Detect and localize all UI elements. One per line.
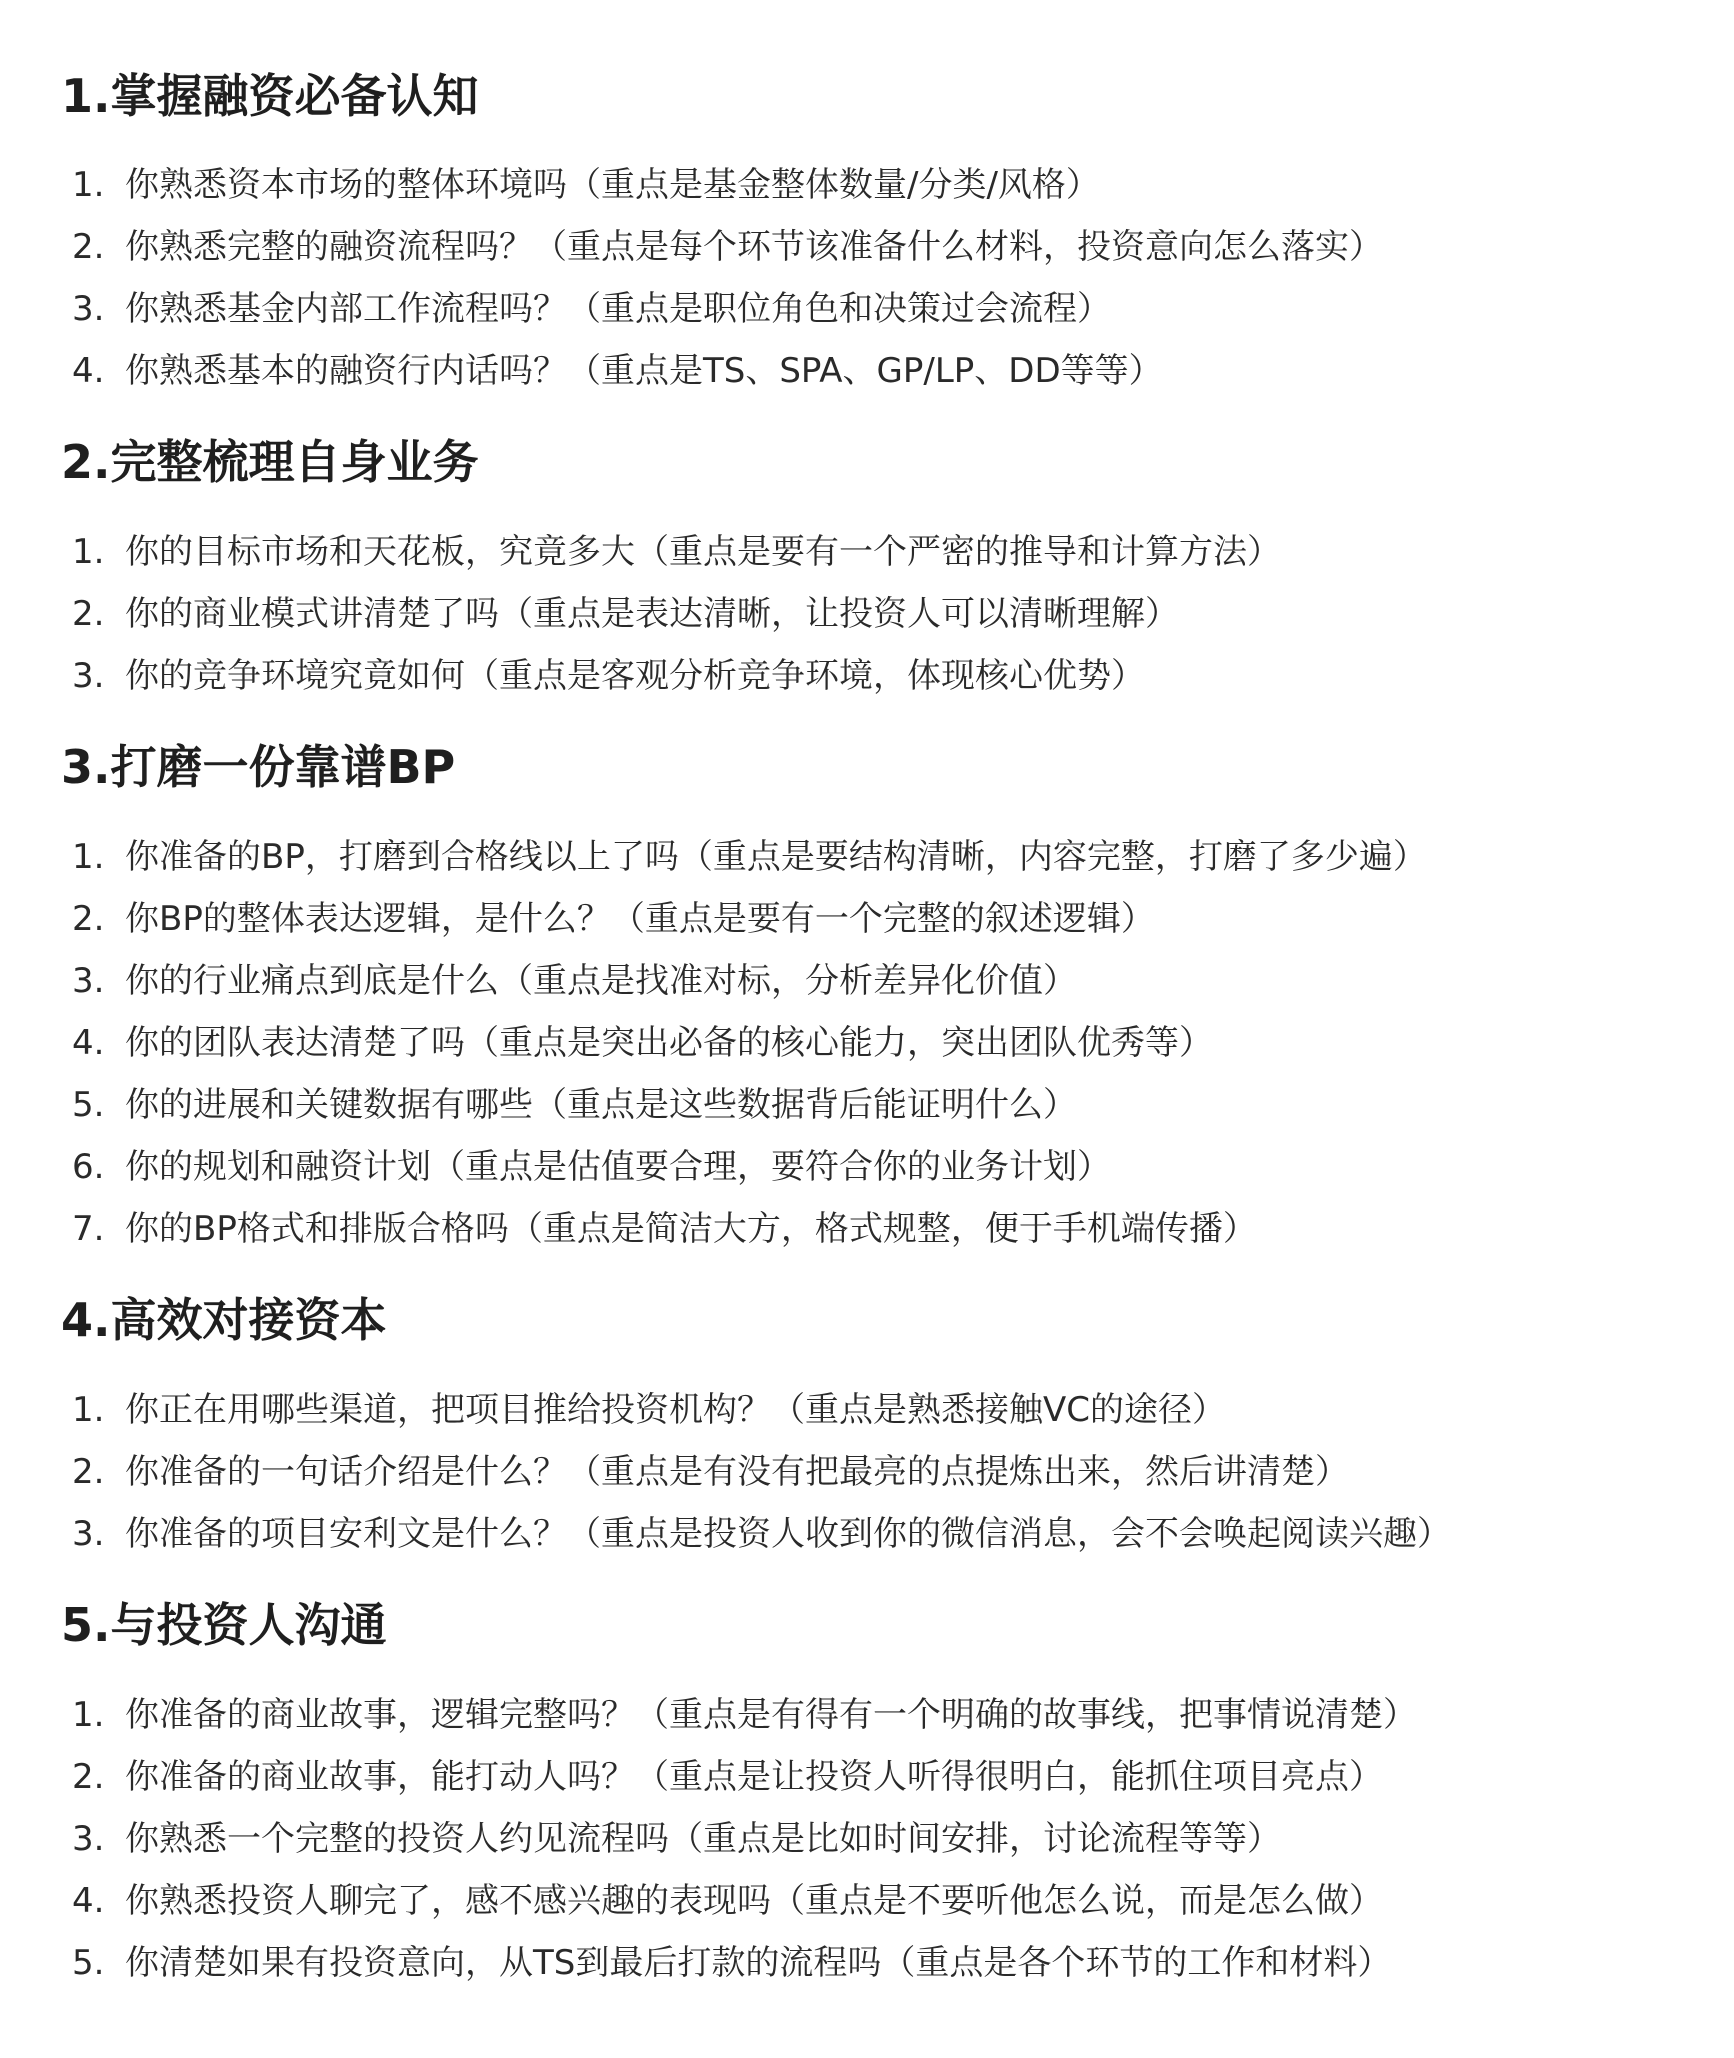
list-item-number: 7.	[72, 1209, 105, 1249]
list-item-number: 4.	[72, 1023, 105, 1063]
list-item-text: 你的目标市场和天花板，究竟多大（重点是要有一个严密的推导和计算方法）	[125, 532, 1281, 572]
section-title: 1.掌握融资必备认知	[61, 69, 479, 123]
list-item-number: 1.	[72, 165, 105, 205]
list-item-number: 5.	[72, 1085, 105, 1125]
list-item	[0, 1689, 1734, 1741]
list-item	[0, 650, 1734, 702]
list-item-text: 你熟悉一个完整的投资人约见流程吗（重点是比如时间安排，讨论流程等等）	[125, 1819, 1281, 1859]
list-item	[0, 1017, 1734, 1069]
list-item	[0, 893, 1734, 945]
list-item-text: 你BP的整体表达逻辑，是什么？（重点是要有一个完整的叙述逻辑）	[125, 899, 1155, 939]
list-item	[0, 1203, 1734, 1255]
list-item-number: 2.	[72, 594, 105, 634]
list-item-number: 3.	[72, 1514, 105, 1554]
list-item-number: 3.	[72, 656, 105, 696]
list-item	[0, 221, 1734, 273]
list-item	[0, 1384, 1734, 1436]
list-item-number: 2.	[72, 899, 105, 939]
list-item-text: 你的BP格式和排版合格吗（重点是简洁大方，格式规整，便于手机端传播）	[125, 1209, 1257, 1249]
list-item-number: 5.	[72, 1943, 105, 1983]
list-item	[0, 526, 1734, 578]
list-item-text: 你准备的BP，打磨到合格线以上了吗（重点是要结构清晰，内容完整，打磨了多少遍）	[125, 837, 1427, 877]
list-item	[0, 1446, 1734, 1498]
list-item-text: 你熟悉资本市场的整体环境吗（重点是基金整体数量/分类/风格）	[125, 165, 1100, 205]
list-item	[0, 283, 1734, 335]
list-item-number: 6.	[72, 1147, 105, 1187]
list-item-text: 你熟悉基本的融资行内话吗？（重点是TS、SPA、GP/LP、DD等等）	[125, 351, 1163, 391]
list-item	[0, 1937, 1734, 1989]
list-item-number: 4.	[72, 351, 105, 391]
list-item-text: 你的行业痛点到底是什么（重点是找准对标，分析差异化价值）	[125, 961, 1077, 1001]
list-item-text: 你熟悉投资人聊完了，感不感兴趣的表现吗（重点是不要听他怎么说，而是怎么做）	[125, 1881, 1383, 1921]
list-item-number: 3.	[72, 289, 105, 329]
list-item	[0, 1813, 1734, 1865]
list-item	[0, 955, 1734, 1007]
section-title: 2.完整梳理自身业务	[61, 435, 479, 489]
list-item-text: 你的商业模式讲清楚了吗（重点是表达清晰，让投资人可以清晰理解）	[125, 594, 1179, 634]
list-item	[0, 588, 1734, 640]
list-item-text: 你准备的一句话介绍是什么？（重点是有没有把最亮的点提炼出来，然后讲清楚）	[125, 1452, 1349, 1492]
list-item	[0, 1141, 1734, 1193]
list-item-number: 1.	[72, 532, 105, 572]
list-item-text: 你正在用哪些渠道，把项目推给投资机构？（重点是熟悉接触VC的途径）	[125, 1390, 1226, 1430]
list-item-text: 你熟悉完整的融资流程吗？（重点是每个环节该准备什么材料，投资意向怎么落实）	[125, 227, 1383, 267]
list-item-text: 你准备的项目安利文是什么？（重点是投资人收到你的微信消息，会不会唤起阅读兴趣）	[125, 1514, 1451, 1554]
list-item	[0, 831, 1734, 883]
list-item	[0, 1508, 1734, 1560]
list-item-number: 2.	[72, 1757, 105, 1797]
list-item-number: 2.	[72, 1452, 105, 1492]
list-item	[0, 345, 1734, 397]
list-item	[0, 1751, 1734, 1803]
list-item-number: 3.	[72, 1819, 105, 1859]
list-item-number: 1.	[72, 837, 105, 877]
list-item	[0, 159, 1734, 211]
list-item-text: 你的团队表达清楚了吗（重点是突出必备的核心能力，突出团队优秀等）	[125, 1023, 1213, 1063]
section-title: 3.打磨一份靠谱BP	[61, 740, 456, 794]
section-title: 4.高效对接资本	[61, 1293, 387, 1347]
list-item-text: 你准备的商业故事，能打动人吗？（重点是让投资人听得很明白，能抓住项目亮点）	[125, 1757, 1383, 1797]
list-item-number: 1.	[72, 1695, 105, 1735]
list-item-number: 2.	[72, 227, 105, 267]
list-item-number: 4.	[72, 1881, 105, 1921]
list-item-text: 你清楚如果有投资意向，从TS到最后打款的流程吗（重点是各个环节的工作和材料）	[125, 1943, 1392, 1983]
list-item-text: 你的规划和融资计划（重点是估值要合理，要符合你的业务计划）	[125, 1147, 1111, 1187]
list-item	[0, 1875, 1734, 1927]
list-item-text: 你准备的商业故事，逻辑完整吗？（重点是有得有一个明确的故事线，把事情说清楚）	[125, 1695, 1417, 1735]
list-item-number: 3.	[72, 961, 105, 1001]
list-item-text: 你熟悉基金内部工作流程吗？（重点是职位角色和决策过会流程）	[125, 289, 1111, 329]
list-item-text: 你的竞争环境究竟如何（重点是客观分析竞争环境，体现核心优势）	[125, 656, 1145, 696]
list-item	[0, 1079, 1734, 1131]
list-item-text: 你的进展和关键数据有哪些（重点是这些数据背后能证明什么）	[125, 1085, 1077, 1125]
section-title: 5.与投资人沟通	[61, 1598, 387, 1652]
list-item-number: 1.	[72, 1390, 105, 1430]
